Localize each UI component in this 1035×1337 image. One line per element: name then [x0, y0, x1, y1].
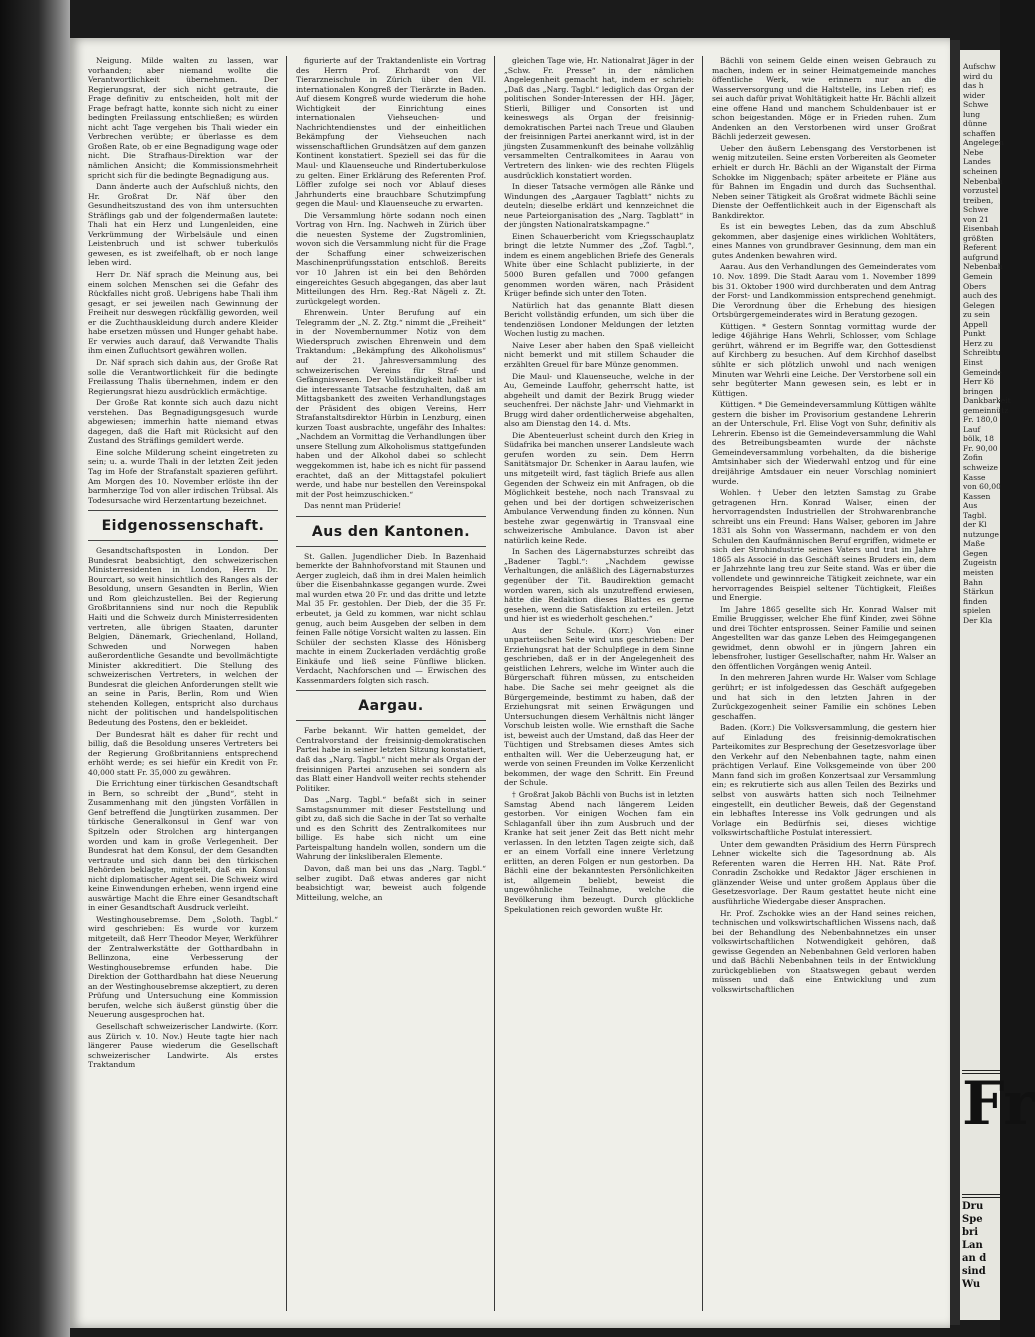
col2-paras2 [296, 552, 486, 686]
adjacent-page-line: Schreibtu [963, 348, 1001, 358]
adjacent-page-line: Eisenbah [963, 224, 999, 234]
adjacent-page-line: Fr. 90,00 [963, 443, 998, 453]
adjacent-page-line: Nebe [963, 147, 984, 157]
adjacent-page-line: Aufschw [963, 62, 996, 71]
adjacent-page-line: spielen [963, 606, 991, 616]
adjacent-page-line: Nebenbah [963, 262, 1003, 272]
adjacent-page-line: wird du [963, 71, 993, 81]
adjacent-page-line: treiben, [963, 195, 994, 205]
section-divider [296, 720, 486, 721]
article-paragraph: In Sachen des Lägernabsturzes schreibt das „Badener Tagbl.“: „Nachdem gewisse Verhaltungen, die anläßlich des Lägernabsturzes gegenüber der Tit. Baudirektion gemacht worden waren, sich als unzutreffend erwiesen, hätte die Redaktion dieses Blattes es gerne gesehen, wenn die Satisfaktion zu erteilen. Jetzt und hier ist es wiederholt geschehen.“ [504, 547, 694, 624]
article-paragraph: Hr. Prof. Zschokke wies an der Hand seines reichen, technischen und volkswirtschaftlichen Wissens nach, daß bei der Behandlung des Nebenbahnnetzes ein unser volkswirtschaftlichen Notwendigkeit gehören, daß gewisse Gegenden an Nebenbahnen Geld verloren haben und daß Bächli Nebenbahnen teils in der Entwicklung zurückgeblieben von Staatswegen gebaut werden müssen und daß eine Entwicklung und zum volkswirtschaftlichen [712, 908, 936, 994]
section-divider [296, 690, 486, 691]
adjacent-page-line: bölk, 18 [963, 434, 994, 444]
col1-paras2 [88, 546, 278, 1070]
article-paragraph: Baden. (Korr.) Die Volksversammlung, die gestern hier auf Einladung des freisinnig-demokratischen Parteikomites zur Besprechung der Gesetzesvorlage über den Verkehr auf den Nebenbahnen tagte, nahm einen prächtigen Verlauf. Eine Volksgemeinde von über 200 Mann fand sich im großen Konzertsaal zur Versammlung ein; es rekrutierte sich aus allen Teilen des Bezirks und selbst von auswärts hatten sich noch Teilnehmer eingestellt, ein deutlicher Beweis, daß der Gegenstand ein lebhaftes Interesse ins Volk gedrungen und als Vorlage ein Bedürfnis sei, dieses wichtige volkswirtschaftliche Postulat interessiert. [712, 723, 936, 838]
adjacent-page-line: Appell [963, 319, 988, 329]
article-paragraph: figurierte auf der Traktandenliste ein Vortrag des Herrn Prof. Ehrhardt von der Tierarzneischule in Zürich über den VII. internationalen Kongreß der Tierärzte in Baden. Auf diesem Kongreß wurde wiederum die hohe Wichtigkeit der Einrichtung eines internationalen Viehseuchen- und Nachrichtendienstes und der einheitlichen Bekämpfung der Viehseuchen nach wissenschaftlichen Grundsätzen auf dem ganzen Kontinent konstatiert. Speziell sei das für die Maul- und Klauenseuche und Rindertuberkulose zu gelten. Einer Erklärung des Referenten Prof. Löffler zufolge sei noch vor Ablauf dieses Jahrhunderts eine brauchbare Schutzimpfung gegen die Maul- und Klauenseuche zu erwarten. [296, 56, 486, 209]
adjacent-page-line: Gemein [963, 272, 993, 282]
section-divider [296, 516, 486, 517]
article-paragraph: † Großrat Jakob Bächli von Buchs ist in letzten Samstag Abend nach längerem Leiden gestorben. Vor einigen Wochen fam ein Schlaganfall über ihn zum Ausbruch und der Kranke hat seit jener Zeit das Bett nicht mehr verlassen. In den letzten Tagen zeigte sich, daß er an einem Vorfall eine innere Verletzung erlitten, an deren Folgen er nun gestorben. Da Bächli eine der bekanntesten Persönlichkeiten ist, allgemein beliebt, beweist die ungewöhnliche Teilnahme, welche die Bevölkerung ihm bezeugt. Durch glückliche Spekulationen reich geworden wußte Hr. [504, 790, 694, 914]
article-paragraph: Einen Schauerbericht vom Kriegsschauplatz bringt die letzte Nummer des „Zof. Tagbl.“, indem es einem angeblichen Briefe des Generals White über eine Schlacht publizierte, in der 5000 Buren gefallen und 7000 gefangen genommen worden wären, nach Präsident Krüger befinde sich unter den Toten. [504, 231, 694, 299]
adjacent-page-line: Schwe [963, 205, 989, 215]
adjacent-page-line: Einst [963, 357, 983, 367]
article-paragraph: Die Versammlung hörte sodann noch einen Vortrag von Hrn. Ing. Nachweh in Zürich über die neuesten Systeme der Zugstromlinien, wovon sich die Versammlung nicht für die Frage der Schaffung einer schweizerischen Maschinenprüfungsstation entschloß. Bereits vor 10 Jahren ist ein bei den Behörden eingereichtes Gesuch abgegangen, das aber laut Mitteilungen des Hrn. Reg.-Rat Nägeli z. Zt. zurückgelegt worden. [296, 210, 486, 306]
article-paragraph: Die Maul- und Klauenseuche, welche in der Au, Gemeinde Lauffohr, geherrscht hatte, ist abgeheilt und damit der Bezirk Brugg wieder seuchenfrei. Der nächste Jahr- und Viehmarkt in Brugg wird daher ordentlicherweise abgehalten, also am Dienstag den 14. d. Mts. [504, 371, 694, 429]
adjacent-page-line: Punkt [963, 329, 986, 339]
adjacent-page-strip [960, 50, 1035, 1320]
article-paragraph: Dr. Näf sprach sich dahin aus, der Große Rat solle die Verantwortlichkeit für die bedingte Freilassung Thalis übernehmen, indem er den Regierungsrat hiezu ausdrücklich ermächtige. [88, 357, 278, 396]
article-paragraph: Eine solche Milderung scheint eingetreten zu sein; u. a. wurde Thali in der letzten Zeit jeden Tag im Hofe der Strafanstalt spazieren geführt. Am Morgen des 10. November erlöste ihn der barmherzige Tod von aller irdischen Trübsal. Als Todesursache wird Herzentartung bezeichnet. [88, 447, 278, 505]
adjacent-page-line: wider [963, 90, 985, 100]
adjacent-page-line: Gemeinde [963, 367, 1002, 377]
article-paragraph: Westinghousebremse. Dem „Soloth. Tagbl.“ wird geschrieben: Es wurde vor kurzem mitgeteilt, daß Herr Theodor Meyer, Werkführer der Zentralwerkstätte der Gotthardbahn in Bellinzona, eine Verbesserung der Westinghousebremse erfunden habe. Die Direktion der Gotthardbahn hat diese Neuerung an der Westinghousebremse akzeptiert, zu deren Prüfung und Untersuchung eine Kommission berufen, welche sich äußerst günstig über die Neuerung ausgesprochen hat. [88, 914, 278, 1020]
article-paragraph: Unter dem gewandten Präsidium des Herrn Fürsprech Lehner wickelte sich die Tagesordnung ab. Als Referenten waren die Herren HH. Nat. Räte Prof. Conradin Zschokke und Redaktor Jäger erschienen in glänzender Weise und unter großem Applaus über die Gesetzesvorlage. Der Raum gestattet heute nicht eine ausführliche Wiedergabe dieser Ansprachen. [712, 839, 936, 907]
adjacent-page-line: vorzustel [963, 186, 999, 196]
adjacent-page-line: meisten [963, 567, 994, 577]
adjacent-page-line: Stärkun [963, 587, 994, 597]
article-paragraph: Der Große Rat konnte sich auch dazu nicht verstehen. Das Begnadigungsgesuch wurde abgewiesen; immerhin hatte niemand etwas dagegen, daß die Haft mit Rücksicht auf den Zustand des Sträflings gemildert werde. [88, 398, 278, 446]
adjacent-page-line: lung [963, 109, 981, 119]
article-paragraph: Davon, daß man bei uns das „Narg. Tagbl.“ selber zugibt. Daß etwas anderes gar nicht beabsichtigt war, beweist auch folgende Mitteilung, welche, an [296, 864, 486, 902]
adjacent-page-line: Fr. 180,0 [963, 415, 998, 425]
column-rule [702, 56, 703, 1311]
article-paragraph: Das „Narg. Tagbl.“ befaßt sich in seiner Samstagsnummer mit dieser Feststellung und gibt zu, daß sich die Sache in der Tat so verhalte und es den Schritt des Zentralkomitees nur billige. Es habe sich nicht um eine Parteispaltung handeln wollen, sondern um die Wahrung der linksliberalen Elemente. [296, 795, 486, 862]
section-divider [296, 546, 486, 547]
adjacent-page-line: Der Kla [963, 615, 993, 625]
section-divider [88, 510, 278, 511]
article-paragraph: Gesellschaft schweizerischer Landwirte. (Korr. aus Zürich v. 10. Nov.) Heute tagte hier nach längerer Pause wiederum die Gesellschaft schweizerischer Landwirte. Als erstes Traktandum [88, 1021, 278, 1070]
adjacent-page-word: Dru [962, 1201, 984, 1212]
article-paragraph: Dann änderte auch der Aufschluß nichts, den Hr. Großrat Dr. Näf über den Gesundheitszustand des von ihm untersuchten Sträflings gab und der folgendermaßen lautete: Thali hat ein Herz und Lungenleiden, eine Verkrümmung der Wirbelsäule und einen Leistenbruch und ist schwer tuberkulös gewesen, es ist zweifelhaft, ob er noch lange leben wird. [88, 182, 278, 268]
adjacent-page-advert-heading: Fr [962, 1070, 1000, 1198]
adjacent-page-line: schweize [963, 462, 998, 472]
article-paragraph: Küttigen. * Gestern Sonntag vormittag wurde der ledige 46jährige Hans Wehrli, Schlosser, vom Schlage gerührt, während er im Begriffe war, den Gottesdienst auf Kirchberg zu besuchen. Auf dem Kirchhof daselbst sühlte er sich plötzlich unwohl und nach wenigen Minuten war Wehrli eine Leiche. Der Verstorbene soll ein sehr begüterter Mann gewesen sein, es lebt er in Küttigen. [712, 321, 936, 398]
adjacent-page-line: Kasse [963, 472, 986, 482]
col2-paras3 [296, 726, 486, 902]
col4-paras [712, 56, 936, 995]
adjacent-page-word: bri [962, 1227, 979, 1238]
adjacent-page-line: Obers [963, 281, 987, 291]
adjacent-page-line: größten [963, 233, 994, 243]
article-paragraph: In den mehreren Jahren wurde Hr. Walser vom Schlage gerührt; er ist infolgedessen das Geschäft aufgegeben und hat sich in den letzten Jahren in der Zurückgezogenheit seiner Familie ein schönes Leben geschaffen. [712, 673, 936, 721]
adjacent-page-line: Angelegen [963, 138, 1004, 148]
col1-paras [88, 56, 278, 505]
adjacent-page-line: schaffen [963, 128, 996, 138]
article-paragraph: Der Bundesrat hält es daher für recht und billig, daß die Besoldung unseres Vertreters bei der Regierung Großbritanniens entsprechend erhöht werde; es sei hiefür ein Kredit von Fr. 40,000 statt Fr. 35,000 zu gewähren. [88, 729, 278, 777]
adjacent-page-line: Gelegen [963, 300, 995, 310]
column-1 [88, 56, 278, 1311]
adjacent-page-line: Zugeistn [963, 558, 997, 568]
article-paragraph: Wohlen. † Ueber den letzten Samstag zu Grabe getragenen Hrn. Konrad Walser, einen der hervorragendsten Industriellen der Strohwarenbranche schreibt uns ein Freund: Hans Walser, geboren im Jahre 1831 als Sohn von Wassermann, nachdem er von den Schulen den Kaufmännischen Beruf ergriffen, widmete er sich der Strohindustrie seines Vaters und trat im Jahre 1865 als Associé in das Geschäft seines Bruders ein, dem er Jahrzehnte lang treu zur Seite stand. Was er über die vollendete und gewinnreiche Tätigkeit zeichnete, war ein hervorragendes Beispiel seltener Tüchtigkeit, Fleißes und Energie. [712, 488, 936, 603]
section-title-aus-den-kantonen: Aus den Kantonen. [311, 523, 471, 540]
article-paragraph: Natürlich hat das genannte Blatt diesen Bericht vollständig erfunden, um sich über die tendenziösen Londoner Meldungen der letzten Wochen lustig zu machen. [504, 300, 694, 339]
column-rule [494, 56, 495, 1311]
article-paragraph: In dieser Tatsache vermögen alle Ränke und Windungen des „Aargauer Tagblatt“ nichts zu deuteln; dieselbe erklärt und kennzeichnet die neue Parteiorganisation des „Narg. Tagblatt“ in der jüngsten Nationalratskampagne.“ [504, 182, 694, 230]
adjacent-page-line: auch des [963, 291, 998, 301]
column-rule [286, 56, 287, 1311]
adjacent-page-line: Nebenbah [963, 176, 1003, 186]
adjacent-page-line: von 60,00 [963, 482, 1001, 492]
newspaper-page [70, 38, 950, 1328]
adjacent-page-line: das h [963, 81, 984, 91]
adjacent-page-lines [960, 62, 1011, 625]
adjacent-page-line: von 21 [963, 214, 989, 224]
column-2 [296, 56, 486, 1311]
adjacent-page-line: zu sein [963, 310, 991, 320]
adjacent-page-word: sind [962, 1266, 986, 1277]
adjacent-page-line: Tagbl. [963, 510, 987, 520]
article-paragraph: Es ist ein bewegtes Leben, das da zum Abschluß gekommen, aber dasjenige eines wirklichen Wohltäters, eines Mannes von grundbraver Gesinnung, dem man ein gutes Andenken bewahren wird. [712, 222, 936, 260]
article-paragraph: Herr Dr. Näf sprach die Meinung aus, bei einem solchen Menschen sei die Gefahr des Rückfalles nicht groß. Uebrigens habe Thali ihm gesagt, er sei jeweilen nach Gewinnung der Freiheit nur deswegen rückfällig geworden, weil er die Zuchthauskleidung durch andere Kleider habe ersetzen müssen und Hunger gehabt habe. Er verwies auch darauf, daß Verwandte Thalis ihm einen Zufluchtsort gewähren wollen. [88, 270, 278, 356]
column-3 [504, 56, 694, 1311]
adjacent-page-line: Referent [963, 243, 997, 253]
article-paragraph: Farbe bekannt. Wir hatten gemeldet, der Centralvorstand der freisinnig-demokratischen Partei habe in seiner letzten Sitzung konstatiert, daß das „Narg. Tagbl.“ nicht mehr als Organ der freisinnigen Partei anzusehen sei sondern als das Blatt einer Handvoll weiter rechts stehender Politiker. [296, 726, 486, 793]
article-paragraph: Die Abenteuerlust scheint durch den Krieg in Südafrika bei manchen unserer Landsleute wach gerufen worden zu sein. Dem Herrn Sanitätsmajor Dr. Schenker in Aarau laufen, wie uns mitgeteilt wird, fast täglich Briefe aus allen Gegenden der Schweiz ein mit Anfragen, ob die Möglichkeit bestehe, noch nach Transvaal zu gehen und bei der dortigen schweizerischen Ambulance Verwendung finden zu können. Nun bestehe zwar gegenwärtig in Transvaal eine schweizerische Ambulance. Davon ist aber natürlich keine Rede. [504, 430, 694, 545]
adjacent-page-line: Herr Kö [963, 377, 994, 387]
adjacent-page-word: Lan [962, 1240, 983, 1251]
column-4 [712, 56, 936, 1311]
section-title-aargau: Aargau. [358, 698, 424, 715]
article-paragraph: Ueber den äußern Lebensgang des Verstorbenen ist wenig mitzuteilen. Seine ersten Vorbereiten als Geometer erhielt er durch Hr. Bächli an der Wiganstalt der Firma Schokke im Niggenbach; später arbeitete er Pläne aus für Bahnen im Engadin und durch das Suchsenthal. Neben seiner Tätigkeit als Großrat widmete Bächli seine Dienste der Oeffentlichkeit auch in der Eigenschaft als Bankdirektor. [712, 143, 936, 220]
article-paragraph: Naive Leser aber haben den Spaß vielleicht nicht bemerkt und mit stillem Schauder die erzählten Greuel für bare Münze genommen. [504, 340, 694, 369]
article-paragraph: Gesandtschaftsposten in London. Der Bundesrat beabsichtigt, den schweizerischen Ministerresidenten in London, Herrn Dr. Bourcart, so weit hinsichtlich des Ranges als der Besoldung, unsern Gesandten in Berlin, Wien und Rom gleichzustellen. Bei der Regierung Großbritanniens sind nur noch die Republik Haiti und die Schweiz durch Ministerresidenten vertreten, alle übrigen Staaten, darunter Belgien, Dänemark, Griechenland, Holland, Schweden und Norwegen haben außerordentliche Gesandte und bevollmächtigte Minister akkreditiert. Die Stellung des schweizerischen Vertreters, in welchen der Bundesrat die gleichen Anforderungen stellt wie an seine in Paris, Berlin, Rom und Wien stehenden Kollegen, entspricht also durchaus nicht der politischen und handelspolitischen Bedeutung des Postens, den er bekleidet. [88, 546, 278, 727]
article-paragraph: Neigung. Milde walten zu lassen, war vorhanden; aber niemand wollte die Verantwortlichkeit übernehmen. Der Regierungsrat, der sich nicht getraute, die Frage definitiv zu entscheiden, holt mit der Frage befragt hatte, konnte sich nicht zu einer bedingten Freilassung entschließen; es würden nicht acht Tage vergehen bis Thali wieder ein Verbrechen verübte; er überlasse es dem Großen Rate, ob er eine Begnadigung wage oder nicht. Die Strafhaus-Direktion war der nämlichen Ansicht; die Kommissionsmehrheit spricht sich für die bedingte Begnadigung aus. [88, 56, 278, 180]
adjacent-page-word: Spe [962, 1214, 983, 1225]
adjacent-page-line: Landes [963, 157, 991, 167]
adjacent-page-line: finden [963, 596, 988, 606]
adjacent-page-line: Gegen [963, 548, 988, 558]
adjacent-page-advert-words [962, 1200, 1000, 1291]
article-paragraph: Die Errichtung einer türkischen Gesandtschaft in Bern, so schreibt der „Bund“, steht in Zusammenhang mit den jüngsten Vorfällen in Genf betreffend die Jungtürken zusammen. Der türkische Generalkonsul in Genf war von Spitzeln oder Strolchen arg hintergangen worden und kam in große Verlegenheit. Der Bundesrat hat dem Konsul, der dem Gesandten vertraute und sich dann bei den türkischen Behörden beklagte, mitgeteilt, daß ein Konsul nicht diplomatischer Agent sei. Die Schweiz wird keine Einwendungen erheben, wenn irgend eine auswärtige Macht die Ehre einer Gesandtschaft in einer Gesandtschaft Ausdruck verleiht. [88, 779, 278, 913]
article-paragraph: Im Jahre 1865 gesellte sich Hr. Konrad Walser mit Emilie Bruggisser, welcher Ehe fünf Kinder, zwei Söhne und drei Töchter entsprossen. Seiner Familie und seinen Angestellten war das ganze Leben des Heimgegangenen gewidmet, denn obwohl er in jüngern Jahren ein lebensfroher, lustiger Gesellschafter, nahm Hr. Walser an den öffentlichen Vorgängen wenig Anteil. [712, 604, 936, 671]
adjacent-page-line: dünne [963, 119, 988, 129]
adjacent-page-line: Dankbarkeit [963, 396, 1011, 406]
adjacent-page-line: bringen [963, 386, 994, 396]
adjacent-page-line: Kassen [963, 491, 991, 501]
book-spine-shadow [0, 0, 70, 1337]
adjacent-page-line: Bahn [963, 577, 983, 587]
article-paragraph: St. Gallen. Jugendlicher Dieb. In Bazenhaid bemerkte der Bahnhofvorstand mit Staunen und Aerger zugleich, daß ihm in drei Malen heimlich über die Eisenbahnkasse gegangen wurde. Zwei mal wurden etwa 20 Fr. und das dritte und letzte Mal 35 Fr. gestohlen. Der Dieb, der die 35 Fr. erbeutet, ja Geld zu kommen, war nicht schlau genug, auch beim Ausgeben der selben in dem feinen Falle nötige Vorsicht walten zu lassen. Ein Schüler der sechsten Klasse des Hönisberg machte in einem Zuckerladen verdächtig große Einkäufe und ließ seine Fünfliwe blicken. Verdacht, Nachforschen und — Erwischen des Kassenmarders folgten sich rasch. [296, 551, 486, 685]
article-paragraph: Aarau. Aus den Verhandlungen des Gemeinderates vom 10. Nov. 1899. Die Stadt Aarau vom 1. November 1899 bis 31. Oktober 1900 wird durchberaten und dem Antrag der Forst- und Landkommission entsprechend genehmigt. Die Verordnung über die Erhebung des hiesigen Ortsbürgergemeinderates wird in Beratung gezogen. [712, 262, 936, 320]
section-divider [88, 540, 278, 541]
adjacent-page-word: Wu [962, 1279, 981, 1290]
adjacent-page-line: Aus [963, 501, 978, 511]
adjacent-page-line: Lauf [963, 424, 981, 434]
adjacent-page-line: nutzunge [963, 529, 999, 539]
adjacent-page-word: an d [962, 1253, 987, 1264]
adjacent-page-line: Maße [963, 539, 985, 549]
adjacent-page-line: der Kl [963, 520, 987, 530]
section-title-eidgenossenschaft: Eidgenossenschaft. [101, 518, 265, 535]
article-paragraph: Aus der Schule. (Korr.) Von einer unparteiischen Seite wird uns geschrieben: Der Erziehungsrat hat der Schulpflege in dem Sinne geschrieben, daß er in der Angelegenheit des geistlichen Lehrers, welche im Winter auch die Bürgerschaft führen müssen, zu entscheiden habe. Die Sache sei mehr geeignet als die Bürgergemeinde, bestimmt zu haben, daß der Erziehungsrat mit seinen Erwägungen und Untersuchungen diesem Verhältnis nicht länger Vorschub leisten wolle. Wie ernsthaft die Sache ist, beweist auch der Umstand, daß das Heer der Tüchtigen und Strebsamen dieses Amtes sich enthalten will. Wer die Ueberzeugung hat, er werde von seinen Freunden im Volke Kerzenlicht bekommen, der wage den Schritt. Ein Freund der Schule. [504, 625, 694, 788]
article-paragraph: Das nennt man Prüderie! [304, 501, 402, 511]
adjacent-page-line: scheinen [963, 167, 998, 177]
adjacent-page-line: Herz zu [963, 338, 994, 348]
page-gutter [950, 40, 960, 1325]
article-paragraph: Küttigen. * Die Gemeindeversammlung Küttigen wählte gestern die bisher im Provisorium gestandene Lehrerin an der Unterschule, Frl. Elise Vogt von Suhr, definitiv als Lehrerin. Ebenso ist die Gemeindeversammlung die Wahl des Betreibungsbeamten wurde der nächste Gemeindeversammlung vorbehalten, da die bisherige Amtsinhaber sich der Wiederwahl entzog und für eine dreijährige Amtsdauer ein neuer Vorschlag nominiert wurde. [712, 400, 936, 486]
adjacent-page-line: aufgrund [963, 252, 999, 262]
adjacent-page-line: Zofin [963, 453, 983, 463]
article-paragraph: Bächli von seinem Gelde einen weisen Gebrauch zu machen, indem er in seiner Heimatgemeinde manches öffentliche Werk, wie erinnern nur an die Wasserversorgung und die Haltstelle, ins Leben rief; es sei auch dafür privat Wohltätigkeit hatte Hr. Bächli allzeit eine offene Hand und manchem Schuldenbauer ist er schon beigestanden. Möge er in Frieden ruhen. Zum Andenken an den Verstorbenen wird unser Großrat Bächli jederzeit gewesen. [712, 56, 936, 142]
article-paragraph: Ehrenwein. Unter Berufung auf ein Telegramm der „N. Z. Ztg.“ nimmt die „Freiheit“ in der Novembernummer Notiz von dem Wiederspruch zwischen Ehrenwein und dem Traktandum: „Bekämpfung des Alkoholismus“ auf der 21. Jahresversammlung des schweizerischen Vereins für Straf- und Gefängniswesen. Der Vollständigkeit halber ist die interessante Tatsache festzuhalten, daß am Mittagsbankett des zweiten Verhandlungstages der Präsident des obigen Vereins, Herr Strafanstaltsdirektor Hürbin in Lenzburg, einen kurzen Toast ausbrachte, ungefähr des Inhaltes: „Nachdem an Vormittag die Verhandlungen über unsere Stellung zum Alkoholismus stattgefunden haben und der Alkohol dabei so schlecht weggekommen ist, habe ich es nicht für passend erachtet, daß an der Mittagstafel pokuliert werde, und habe nur bestellen den Vereinspokal mit der Post heimzuschicken.“ [296, 308, 486, 499]
article-paragraph: gleichen Tage wie, Hr. Nationalrat Jäger in der „Schw. Fr. Presse“ in der nämlichen Angelegenheit gemacht hat, indem er schrieb: „Daß das „Narg. Tagbl.“ lediglich das Organ der politischen Sonder-Interessen der HH. Jäger, Stierli, Billiger und Consorten ist und keineswegs als Organ der freisinnig-demokratischen Partei nach Treue und Glauben der freisinnigen Partei anerkannt wird, ist in der jüngsten Zusammenkunft des beinahe vollzählig versammelten Centralkomitees in Aarau von Vertretern des linken- wie des rechten Flügels ausdrücklich konstatiert worden. [504, 56, 694, 180]
col3-paras [504, 56, 694, 914]
adjacent-page-line: Schwe [963, 100, 989, 110]
adjacent-page-line: gemeinnütz [963, 405, 1009, 415]
col2-paras [296, 56, 486, 511]
